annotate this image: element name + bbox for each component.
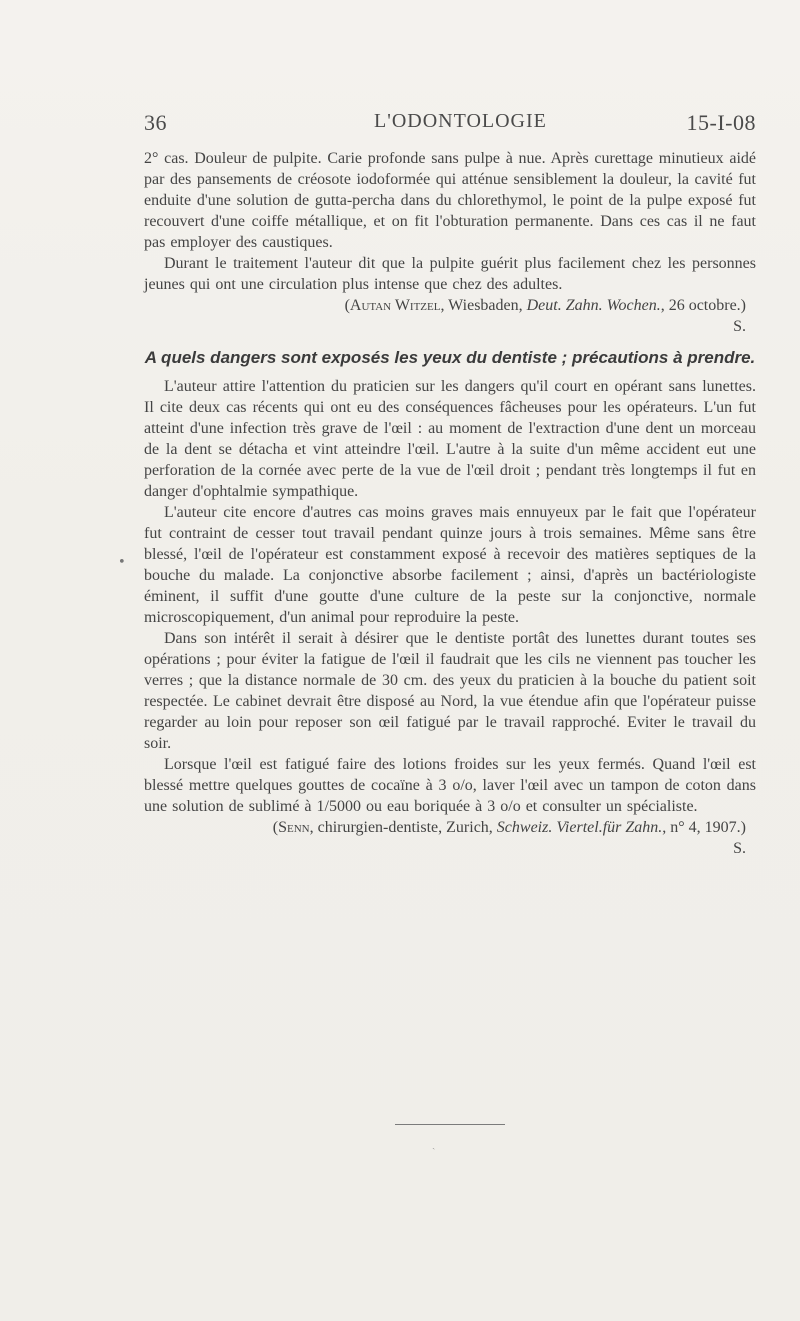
source-citation-2 [144,817,756,838]
paragraph-other-cases: L'auteur cite encore d'autres cas moins graves mais ennuyeux par le fait que l'opérateur fut contraint de cesser tout travail pendant quinze jours à trois semaines. Même sans être blessé, l'œil de l'opérateur est constamment exposé à recevoir des matières septiques de la bouche du malade. La conjonctive absorbe facilement ; ainsi, d'après un bactériologiste éminent, il suffit d'une goutte d'une culture de la peste sur la conjonctive, normale microscopiquement, d'un animal pour reproduire la peste. [144,504,756,626]
decorative-mark: ˏ [432,1139,436,1150]
paragraph-dangers: L'auteur attire l'attention du praticien sur les dangers qu'il court en opérant sans lunettes. Il cite deux cas récents qui ont eu des conséquences fâcheuses pour les opérateurs. L'un fut atteint d'une infection très grave de l'œil : au moment de l'extraction d'une dent un morceau de la dent se détacha et vint atteindre l'œil. L'autre à la suite d'un même accident eut une perforation de la cornée avec perte de la vue de l'œil droit ; pendant très longtemps il fut en danger d'ophtalmie sympathique. [144,378,756,500]
margin-dot: • [118,555,126,570]
eye-fatigue-italic-text: yeux fermés [558,756,641,773]
issue-date: 15-I-08 [686,110,756,135]
source-journal-2: Schweiz. Viertel.für Zahn. [496,819,663,836]
paragraph-case-two: 2° cas. Douleur de pulpite. Carie profonde sans pulpe à nue. Après curettage minutieux aidé par des pansements de créosote iodoformée qui atténue sensiblement la douleur, la cavité fut enduite d'une solution de gutta-percha dans du chlorethymol, le point de la pulpe exposé fut recouvert d'une coiffe métallique, et on fit l'obturation permanente. Dans ces cas il ne faut pas employer des caustiques. [144,150,756,251]
signature-2: S. [733,840,746,857]
source-open-paren: ( [344,297,350,314]
eye-fatigue-text-start: Lorsque l'œil est fatigué faire des lotions froides sur les [164,756,559,773]
source-role-2: , chirurgien-dentiste, Zurich, [309,819,497,836]
source-author-1: Autan Witzel [349,297,441,314]
running-title: L'ODONTOLOGIE [374,110,547,132]
paragraph-eye-fatigue [144,754,756,817]
source-number-2: , n° 4, 1907.) [662,819,746,836]
end-rule [395,1124,505,1125]
paragraph-precautions: Dans son intérêt il serait à désirer que le dentiste portât des lunettes durant toutes ses opérations ; pour éviter la fatigue de l'œil il faudrait que les cils ne viennent pas toucher les verres ; que la distance normale de 30 cm. des yeux du praticien à la bouche du patient soit respectée. Le cabinet devrait être disposé au Nord, la vue étendue afin que l'opérateur puisse regarder au loin pour reposer son œil fatigué par le travail rapproché. Eviter le travail du soir. [144,630,756,752]
source-date-1: , 26 octobre.) [660,297,746,314]
paragraph-treatment: Durant le traitement l'auteur dit que la pulpite guérit plus facilement chez les personnes jeunes qui ont une circulation plus intense que chez des adultes. [144,255,756,293]
page-number: 36 [144,110,167,135]
signature-1: S. [733,318,746,335]
section-title: A quels dangers sont exposés les yeux du dentiste ; précautions à prendre. [144,348,756,367]
source-citation-1 [144,295,756,316]
source-open-paren-2: ( [272,819,279,836]
page-header [144,110,756,142]
article-content [144,148,756,865]
eye-fatigue-text-end: . Quand l'œil est blessé mettre quelques gouttes de cocaïne à 3 o/o, laver l'œil avec un tampon de coton dans une solution de sublimé à 1/5000 ou eau boriquée à 3 o/o et consulter un spécialiste. [144,756,756,815]
source-author-2: Senn [278,819,310,836]
source-place-1: , Wiesbaden, [440,297,527,314]
source-journal-1: Deut. Zahn. Wochen. [526,297,661,314]
